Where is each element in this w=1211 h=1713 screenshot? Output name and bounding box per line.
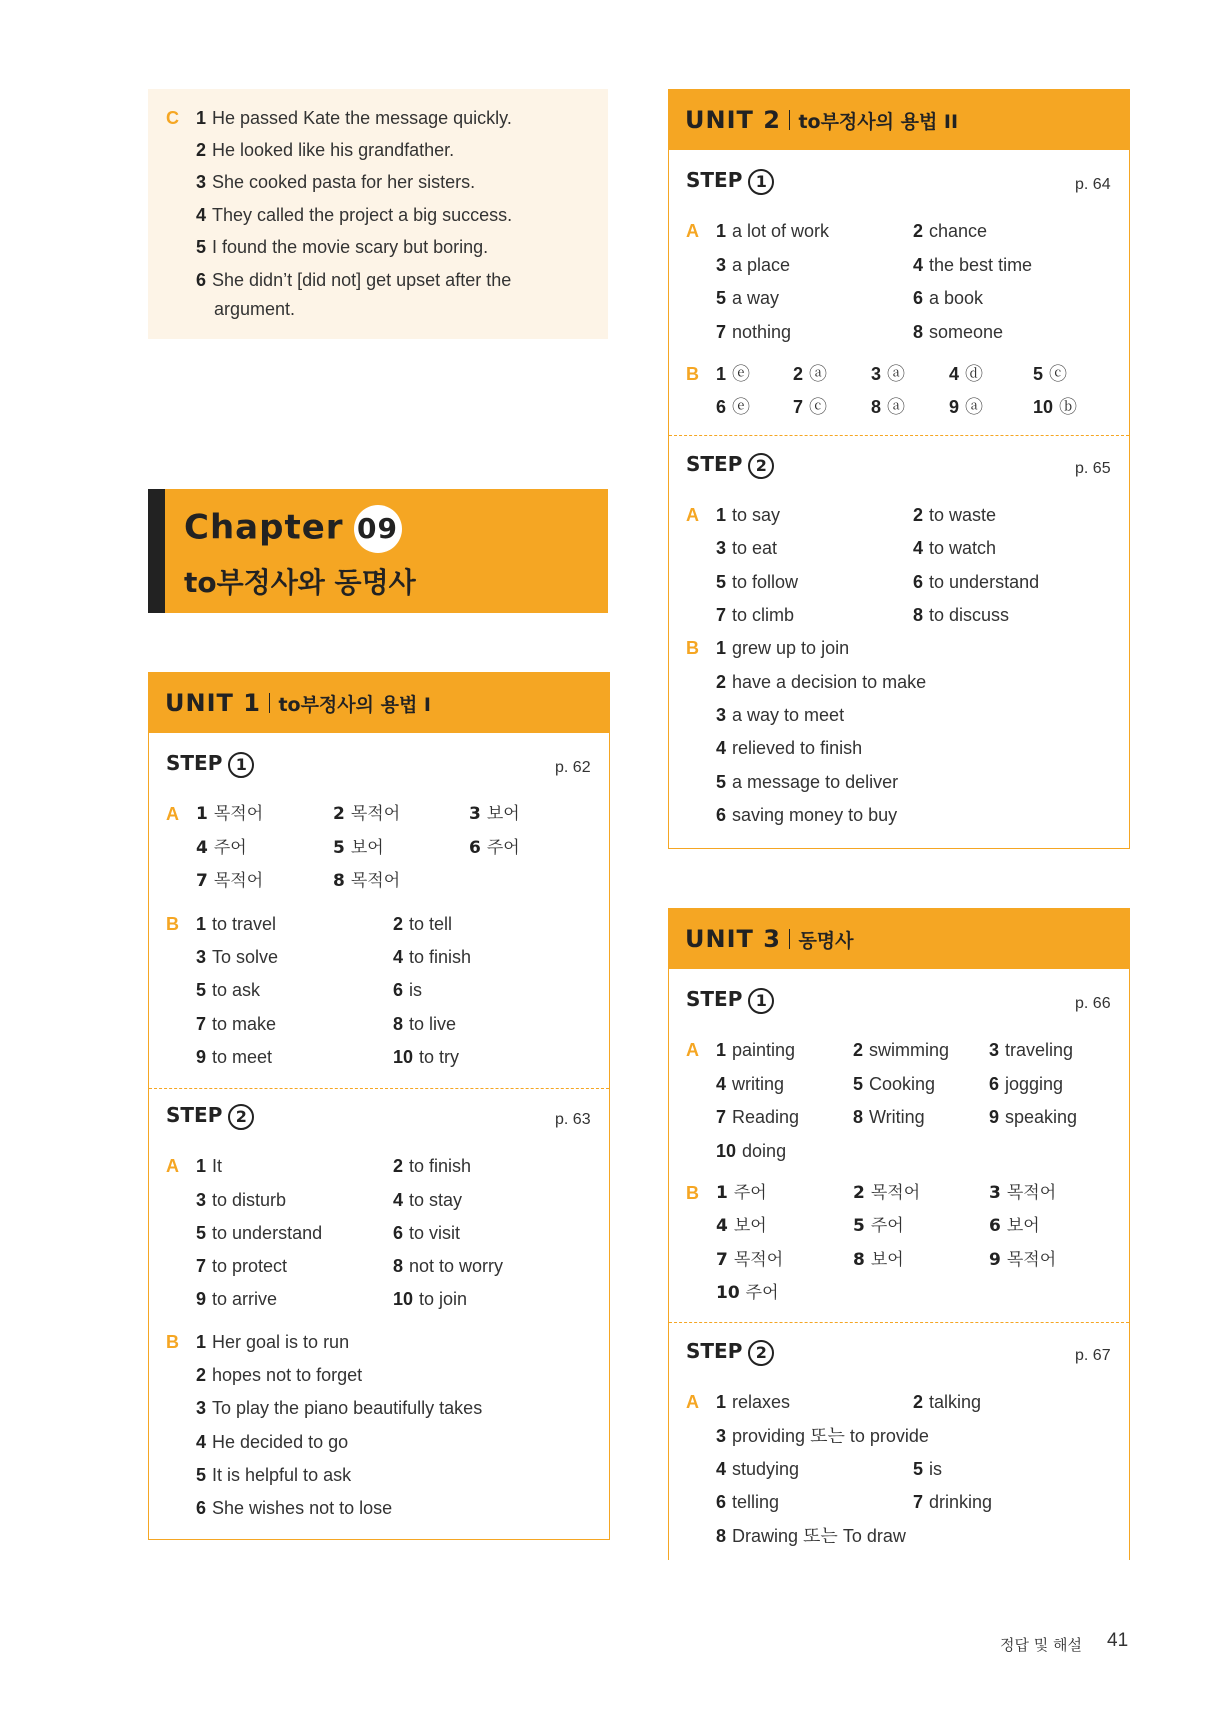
list-item: 5 to understand bbox=[196, 1223, 323, 1243]
list-item: 2 have a decision to make bbox=[716, 672, 927, 692]
section-label-a: A bbox=[686, 1040, 699, 1060]
list-item: 3 To play the piano beautifully takes bbox=[196, 1398, 483, 1418]
list-item: 3 목적어 bbox=[989, 1183, 1057, 1203]
section-label-c: C bbox=[166, 108, 179, 128]
list-item: 8 not to worry bbox=[393, 1256, 504, 1276]
unit3-box bbox=[668, 908, 1130, 1560]
list-item: 10 doing bbox=[716, 1141, 787, 1161]
list-item: 3 traveling bbox=[989, 1040, 1074, 1060]
list-item: 8 Drawing 또는 To draw bbox=[716, 1526, 906, 1546]
list-item: 6 is bbox=[393, 980, 423, 1000]
list-item: 3 to disturb bbox=[196, 1190, 287, 1210]
unit2-step2-label: STEP 2 bbox=[686, 452, 774, 479]
list-item: 2 swimming bbox=[853, 1040, 950, 1060]
list-item: 8 보어 bbox=[853, 1250, 904, 1270]
list-item: 9 목적어 bbox=[989, 1250, 1057, 1270]
section-label-a: A bbox=[166, 804, 179, 824]
list-item-continuation: argument. bbox=[214, 299, 296, 319]
section-label-a: A bbox=[686, 505, 699, 525]
list-item: 8 Writing bbox=[853, 1107, 925, 1127]
list-item: 3 to eat bbox=[716, 538, 778, 558]
list-item: 10 to try bbox=[393, 1047, 460, 1067]
unit3-step1-label: STEP 1 bbox=[686, 987, 774, 1014]
list-item: 7 to protect bbox=[196, 1256, 288, 1276]
list-item: 4 보어 bbox=[716, 1216, 767, 1236]
list-item: 5 to follow bbox=[716, 572, 799, 592]
list-item: 1 relaxes bbox=[716, 1392, 791, 1412]
list-item: 5 주어 bbox=[853, 1216, 904, 1236]
list-item: 7 Reading bbox=[716, 1107, 800, 1127]
chapter-bar bbox=[148, 489, 165, 613]
list-item: 1 grew up to join bbox=[716, 638, 850, 658]
list-item: 2 to tell bbox=[393, 914, 453, 934]
list-item: 5 a message to deliver bbox=[716, 772, 899, 792]
section-label-b: B bbox=[686, 364, 699, 384]
list-item: 6 She didn’t [did not] get upset after the bbox=[196, 270, 512, 290]
page-number: 41 bbox=[1107, 1630, 1129, 1651]
list-item: 1 He passed Kate the message quickly. bbox=[196, 108, 512, 128]
list-item: 4 They called the project a big success. bbox=[196, 205, 513, 225]
list-item: 4 relieved to finish bbox=[716, 738, 863, 758]
list-item: 4 to watch bbox=[913, 538, 997, 558]
list-item: 3 a way to meet bbox=[716, 705, 845, 725]
list-item: 6 telling bbox=[716, 1492, 780, 1512]
list-item: 3 보어 bbox=[469, 804, 520, 824]
section-label-a: A bbox=[166, 1156, 179, 1176]
section-label-b: B bbox=[686, 638, 699, 658]
page-ref: p. 64 bbox=[1075, 176, 1111, 193]
list-item: 8 ⓐ bbox=[871, 397, 906, 417]
list-item: 1 Her goal is to run bbox=[196, 1332, 350, 1352]
section-label-b: B bbox=[166, 914, 179, 934]
list-item: 8 목적어 bbox=[333, 871, 401, 891]
page-ref: p. 66 bbox=[1075, 995, 1111, 1012]
list-item: 7 to climb bbox=[716, 605, 795, 625]
unit3-step2-label: STEP 2 bbox=[686, 1339, 774, 1366]
list-item: 3 a place bbox=[716, 255, 791, 275]
list-item: 4 ⓓ bbox=[949, 364, 984, 384]
divider bbox=[669, 1322, 1129, 1323]
chapter-title: Chapter 09 bbox=[184, 505, 402, 553]
list-item: 2 목적어 bbox=[333, 804, 401, 824]
list-item: 4 to stay bbox=[393, 1190, 463, 1210]
unit3-header: UNIT 3 동명사 bbox=[669, 909, 1129, 969]
list-item: 4 writing bbox=[716, 1074, 785, 1094]
list-item: 4 studying bbox=[716, 1459, 800, 1479]
list-item: 2 chance bbox=[913, 221, 988, 241]
list-item: 9 speaking bbox=[989, 1107, 1078, 1127]
list-item: 2 목적어 bbox=[853, 1183, 921, 1203]
section-label-b: B bbox=[166, 1332, 179, 1352]
list-item: 10 to join bbox=[393, 1289, 468, 1309]
divider bbox=[149, 1088, 609, 1089]
list-item: 1 to travel bbox=[196, 914, 277, 934]
unit2-step1-label: STEP 1 bbox=[686, 168, 774, 195]
list-item: 5 I found the movie scary but boring. bbox=[196, 237, 489, 257]
unit1-header: UNIT 1 to부정사의 용법 I bbox=[149, 673, 609, 733]
list-item: 5 ⓒ bbox=[1033, 364, 1068, 384]
list-item: 10 ⓑ bbox=[1033, 397, 1078, 417]
list-item: 2 ⓐ bbox=[793, 364, 828, 384]
list-item: 6 주어 bbox=[469, 838, 520, 858]
list-item: 8 to discuss bbox=[913, 605, 1010, 625]
page-ref: p. 62 bbox=[555, 759, 591, 776]
list-item: 1 to say bbox=[716, 505, 781, 525]
chapter-subtitle: to부정사와 동명사 bbox=[184, 566, 416, 599]
c-answer-box bbox=[148, 89, 608, 339]
list-item: 9 to arrive bbox=[196, 1289, 278, 1309]
list-item: 6 to understand bbox=[913, 572, 1040, 592]
divider bbox=[669, 435, 1129, 436]
list-item: 7 drinking bbox=[913, 1492, 993, 1512]
list-item: 7 nothing bbox=[716, 322, 792, 342]
list-item: 3 ⓐ bbox=[871, 364, 906, 384]
list-item: 1 painting bbox=[716, 1040, 796, 1060]
list-item: 7 목적어 bbox=[196, 871, 264, 891]
list-item: 6 She wishes not to lose bbox=[196, 1498, 393, 1518]
list-item: 2 talking bbox=[913, 1392, 982, 1412]
list-item: 1 ⓔ bbox=[716, 364, 751, 384]
list-item: 7 ⓒ bbox=[793, 397, 828, 417]
list-item: 7 to make bbox=[196, 1014, 277, 1034]
page-ref: p. 65 bbox=[1075, 460, 1111, 477]
list-item: 2 hopes not to forget bbox=[196, 1365, 363, 1385]
list-item: 6 saving money to buy bbox=[716, 805, 898, 825]
list-item: 2 to waste bbox=[913, 505, 997, 525]
list-item: 6 to visit bbox=[393, 1223, 461, 1243]
list-item: 3 To solve bbox=[196, 947, 279, 967]
list-item: 6 보어 bbox=[989, 1216, 1040, 1236]
list-item: 5 a way bbox=[716, 288, 780, 308]
unit1-step1-label: STEP 1 bbox=[166, 751, 254, 778]
list-item: 1 목적어 bbox=[196, 804, 264, 824]
chapter-number-badge: 09 bbox=[354, 505, 402, 553]
list-item: 5 Cooking bbox=[853, 1074, 936, 1094]
list-item: 6 a book bbox=[913, 288, 984, 308]
footer-label: 정답 및 해설 bbox=[1000, 1636, 1082, 1654]
list-item: 5 is bbox=[913, 1459, 943, 1479]
list-item: 8 someone bbox=[913, 322, 1004, 342]
unit1-step2-label: STEP 2 bbox=[166, 1103, 254, 1130]
unit1-box bbox=[148, 672, 610, 1540]
list-item: 1 It bbox=[196, 1156, 223, 1176]
list-item: 6 ⓔ bbox=[716, 397, 751, 417]
list-item: 3 She cooked pasta for her sisters. bbox=[196, 172, 476, 192]
list-item: 4 to finish bbox=[393, 947, 472, 967]
list-item: 9 to meet bbox=[196, 1047, 273, 1067]
list-item: 2 He looked like his grandfather. bbox=[196, 140, 455, 160]
list-item: 6 jogging bbox=[989, 1074, 1064, 1094]
list-item: 9 ⓐ bbox=[949, 397, 984, 417]
list-item: 3 providing 또는 to provide bbox=[716, 1426, 929, 1446]
list-item: 1 주어 bbox=[716, 1183, 767, 1203]
list-item: 5 to ask bbox=[196, 980, 261, 1000]
list-item: 4 He decided to go bbox=[196, 1432, 349, 1452]
page-ref: p. 63 bbox=[555, 1111, 591, 1128]
list-item: 5 보어 bbox=[333, 838, 384, 858]
list-item: 8 to live bbox=[393, 1014, 457, 1034]
list-item: 4 주어 bbox=[196, 838, 247, 858]
unit2-header: UNIT 2 to부정사의 용법 II bbox=[669, 90, 1129, 150]
section-label-b: B bbox=[686, 1183, 699, 1203]
list-item: 7 목적어 bbox=[716, 1250, 784, 1270]
page-ref: p. 67 bbox=[1075, 1347, 1111, 1364]
list-item: 1 a lot of work bbox=[716, 221, 830, 241]
list-item: 4 the best time bbox=[913, 255, 1033, 275]
section-label-a: A bbox=[686, 1392, 699, 1412]
section-label-a: A bbox=[686, 221, 699, 241]
list-item: 10 주어 bbox=[716, 1283, 779, 1303]
list-item: 5 It is helpful to ask bbox=[196, 1465, 352, 1485]
list-item: 2 to finish bbox=[393, 1156, 472, 1176]
unit2-box bbox=[668, 89, 1130, 849]
chapter-banner bbox=[148, 489, 608, 613]
